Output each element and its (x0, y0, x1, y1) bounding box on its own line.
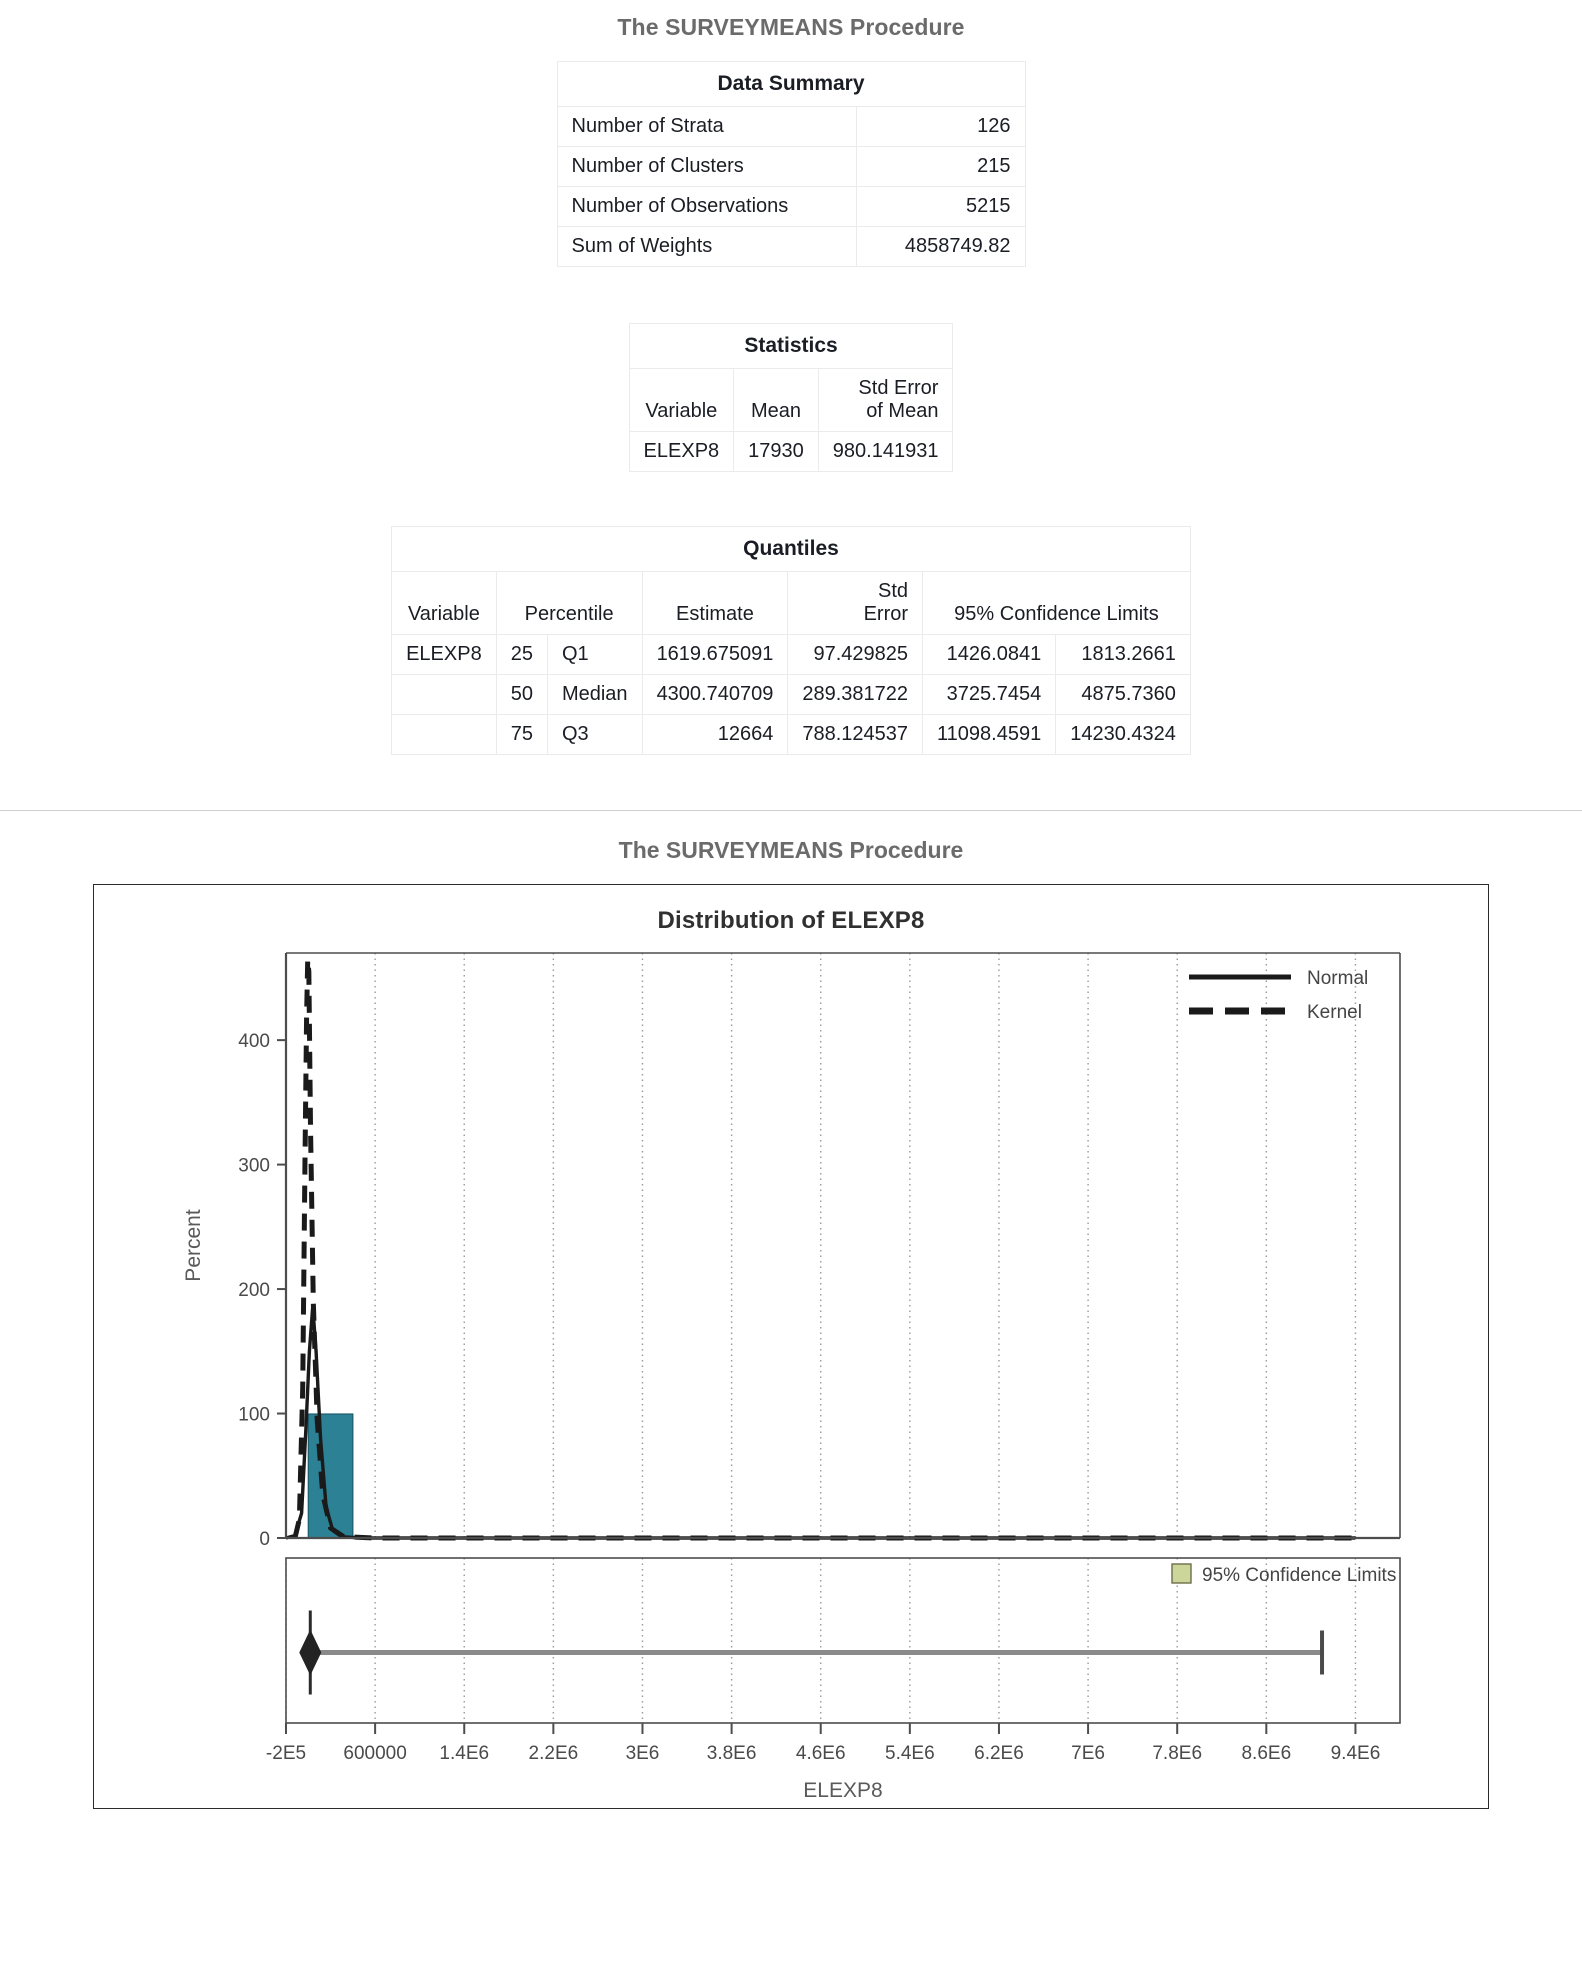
table-row (557, 227, 1025, 267)
cell-cl-lower: 11098.4591 (923, 715, 1056, 755)
row-label: Number of Clusters (557, 147, 856, 187)
column-header-estimate: Estimate (642, 572, 788, 635)
x-tick-label: 5.4E6 (885, 1743, 935, 1764)
x-tick-label: 4.6E6 (795, 1743, 846, 1764)
cell-std-error: 289.381722 (788, 675, 923, 715)
distribution-chart (94, 933, 1488, 1802)
x-tick-label: 9.4E6 (1330, 1743, 1381, 1764)
graph-page-title-procedure: The SURVEYMEANS Procedure (618, 837, 964, 863)
cell-mean: 17930 (734, 432, 819, 472)
y-tick-label: 0 (259, 1529, 270, 1550)
cell-percentile-name: Q3 (547, 715, 642, 755)
density-curve-kernel (295, 959, 1356, 1538)
cell-std-error-of-mean: 980.141931 (818, 432, 953, 472)
cell-variable (392, 675, 497, 715)
table-row (629, 432, 953, 472)
table-row (557, 147, 1025, 187)
column-header-std-error (788, 572, 923, 635)
cell-percentile-number: 75 (496, 715, 547, 755)
row-label: Number of Observations (557, 187, 856, 227)
y-tick-label: 300 (238, 1155, 270, 1177)
y-tick-label: 100 (238, 1404, 270, 1426)
cell-percentile-name: Median (547, 675, 642, 715)
cell-std-error: 788.124537 (788, 715, 923, 755)
cell-cl-lower: 1426.0841 (923, 635, 1056, 675)
page-title-procedure: The SURVEYMEANS Procedure (617, 14, 965, 40)
chart-svg-holder (94, 933, 1488, 1802)
cell-percentile-number: 25 (496, 635, 547, 675)
cell-cl-lower: 3725.7454 (923, 675, 1056, 715)
cell-cl-upper: 14230.4324 (1056, 715, 1191, 755)
header-line-1: Std Error (858, 377, 939, 399)
legend-label-normal: Normal (1307, 968, 1369, 989)
x-tick-label: 2.2E6 (528, 1743, 579, 1764)
column-header-confidence-limits: 95% Confidence Limits (923, 572, 1191, 635)
statistics-table (629, 323, 954, 472)
row-value: 4858749.82 (856, 227, 1025, 267)
quantiles-caption: Quantiles (392, 527, 1191, 572)
table-row (392, 715, 1191, 755)
table-caption-row (392, 527, 1191, 572)
cell-percentile-number: 50 (496, 675, 547, 715)
header-line-1: Std (878, 580, 909, 602)
x-axis-title: ELEXP8 (803, 1779, 883, 1802)
column-header-variable: Variable (629, 369, 734, 432)
table-caption-row (629, 324, 953, 369)
x-tick-label: 3E6 (625, 1743, 660, 1764)
x-tick-label: 3.8E6 (706, 1743, 757, 1764)
statistics-caption: Statistics (629, 324, 953, 369)
header-line-2: of Mean (866, 400, 939, 422)
row-value: 215 (856, 147, 1025, 187)
legend-label-kernel: Kernel (1307, 1002, 1362, 1023)
row-value: 126 (856, 107, 1025, 147)
boxplot-mean-diamond-marker (299, 1630, 321, 1676)
y-tick-label: 200 (238, 1280, 270, 1302)
y-tick-label: 400 (238, 1031, 270, 1053)
table-row (392, 675, 1191, 715)
header-line-2: Error (863, 603, 909, 625)
table-header-row (629, 369, 953, 432)
table-header-row (392, 572, 1191, 635)
statistics-table-wrap (0, 323, 1582, 472)
x-tick-label: 7.8E6 (1152, 1743, 1203, 1764)
row-value: 5215 (856, 187, 1025, 227)
cell-variable: ELEXP8 (392, 635, 497, 675)
column-header-percentile: Percentile (496, 572, 642, 635)
data-summary-table-wrap (0, 61, 1582, 267)
confidence-limits-legend-label: 95% Confidence Limits (1202, 1565, 1397, 1586)
cell-estimate: 12664 (642, 715, 788, 755)
y-axis-title: Percent (182, 1209, 205, 1282)
row-label: Sum of Weights (557, 227, 856, 267)
column-header-std-error-of-mean (818, 369, 953, 432)
column-header-mean: Mean (734, 369, 819, 432)
x-tick-label: 7E6 (1071, 1743, 1105, 1764)
cell-estimate: 4300.740709 (642, 675, 788, 715)
x-tick-label: 6.2E6 (974, 1743, 1024, 1764)
surveymeans-output-page-2 (0, 811, 1582, 1809)
cell-cl-upper: 4875.7360 (1056, 675, 1191, 715)
quantiles-table (391, 526, 1191, 755)
data-summary-caption: Data Summary (557, 62, 1025, 107)
cell-percentile-name: Q1 (547, 635, 642, 675)
data-summary-table (557, 61, 1026, 267)
table-row (392, 635, 1191, 675)
confidence-limits-legend-swatch (1172, 1564, 1191, 1583)
x-tick-label: 8.6E6 (1241, 1743, 1292, 1764)
cell-cl-upper: 1813.2661 (1056, 635, 1191, 675)
cell-variable: ELEXP8 (629, 432, 734, 472)
chart-title: Distribution of ELEXP8 (657, 907, 925, 934)
cell-variable (392, 715, 497, 755)
x-tick-label: 600000 (343, 1743, 407, 1764)
cell-estimate: 1619.675091 (642, 635, 788, 675)
cell-std-error: 97.429825 (788, 635, 923, 675)
x-tick-label: 1.4E6 (439, 1743, 490, 1764)
distribution-graph-panel (93, 884, 1489, 1809)
column-header-variable: Variable (392, 572, 497, 635)
row-label: Number of Strata (557, 107, 856, 147)
quantiles-table-wrap (0, 526, 1582, 755)
table-caption-row (557, 62, 1025, 107)
table-row (557, 107, 1025, 147)
table-row (557, 187, 1025, 227)
surveymeans-output-page-1 (0, 0, 1582, 811)
x-tick-label: -2E5 (265, 1743, 307, 1764)
